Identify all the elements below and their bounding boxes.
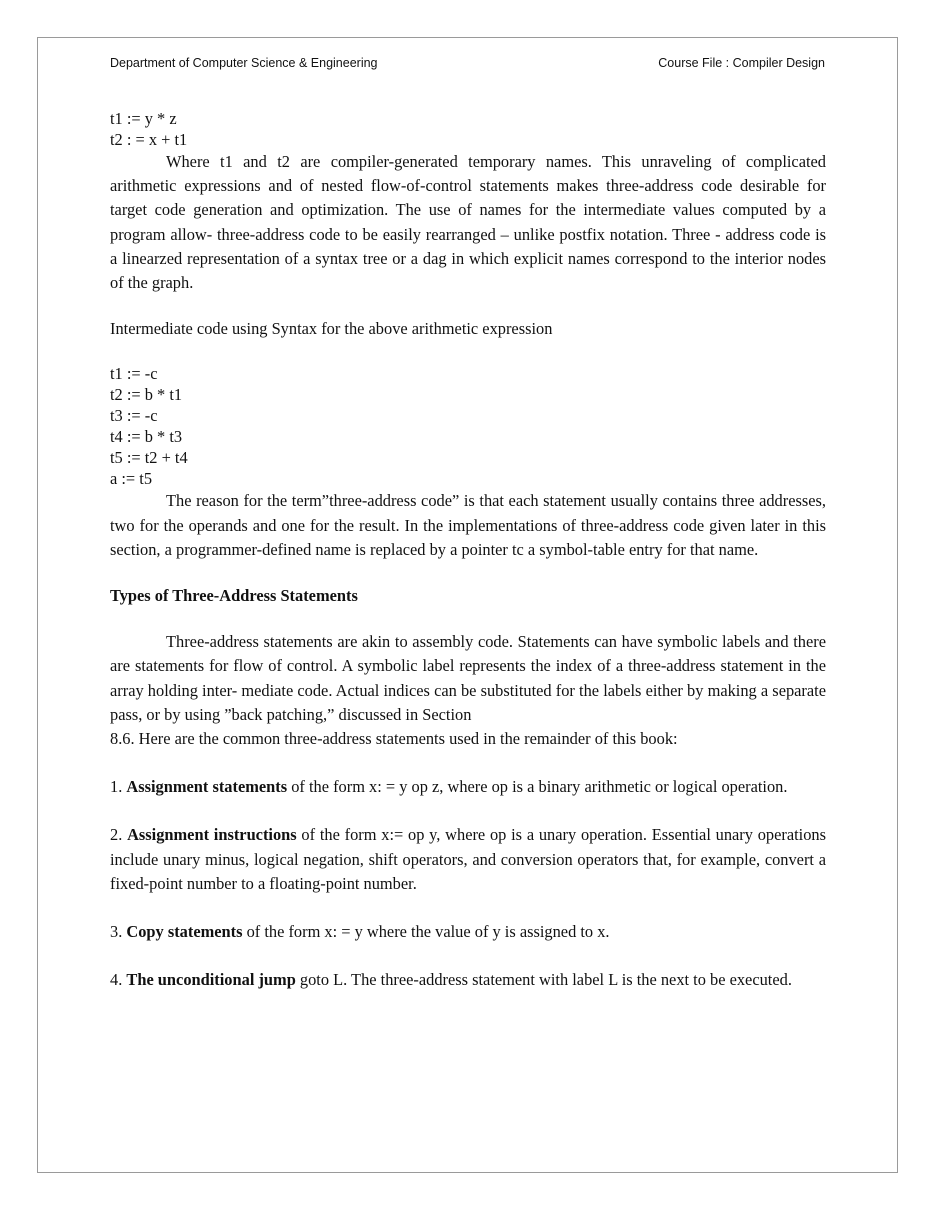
item-term: The unconditional jump — [126, 970, 296, 990]
header-department: Department of Computer Science & Engineering — [110, 56, 378, 70]
list-item: 4. The unconditional jump goto L. The three-address statement with label L is the next to be executed. — [110, 970, 792, 990]
paragraph-intro: Intermediate code using Syntax for the above arithmetic expression — [110, 319, 553, 339]
header-course: Course File : Compiler Design — [658, 56, 825, 70]
code-line: a := t5 — [110, 469, 153, 489]
code-line: t1 := y * z — [110, 109, 177, 128]
code-block-2 — [110, 363, 826, 489]
document-body — [110, 108, 826, 992]
paragraph-statements: Three-address statements are akin to assembly code. Statements can have symbolic labels and there are statements for flow of control. A symbolic label represents the index of a three-address statement in the array holding inter- mediate code. Actual indices can be substituted for the labels either by making a separate pass, or by using ”back patching,” discussed in Section — [110, 632, 826, 724]
section-heading: Types of Three-Address Statements — [110, 586, 358, 606]
page-header — [110, 56, 825, 70]
list-item: 2. Assignment instructions of the form x:= op y, where op is a unary operation. Essential unary operations include unary minus, logical negation, shift operators, and conversion operators that, for example, convert a fixed-point number to a floating-point number. — [110, 825, 827, 893]
item-term: Assignment statements — [126, 777, 288, 797]
code-block-1 — [110, 108, 826, 150]
item-term: Copy statements — [126, 922, 243, 942]
code-line: t2 : = x + t1 — [110, 130, 188, 149]
list-item: 1. Assignment statements of the form x: = y op z, where op is a binary arithmetic or logical operation. — [110, 777, 788, 797]
code-line: t1 := -c — [110, 364, 158, 384]
code-line: t3 := -c — [110, 406, 158, 426]
paragraph-temporaries: Where t1 and t2 are compiler-generated temporary names. This unraveling of complicated arithmetic expressions and of nested flow-of-control statements makes three-address code desirable for target code generation and optimization. The use of names for the intermediate values computed by a program allow- three-address code to be easily rearranged – unlike postfix notation. Three - address code is a linearzed representation of a syntax tree or a dag in which explicit names correspond to the interior nodes of the graph. — [110, 152, 826, 293]
paragraph-statements-end: 8.6. Here are the common three-address statements used in the remainder of this book: — [110, 729, 678, 749]
code-line: t2 := b * t1 — [110, 385, 183, 405]
paragraph-reason: The reason for the term”three-address code” is that each statement usually contains three addresses, two for the operands and one for the result. In the implementations of three-address code given later in this section, a programmer-defined name is replaced by a pointer tc a symbol-table entry for that name. — [110, 491, 826, 559]
code-line: t4 := b * t3 — [110, 427, 183, 447]
code-line: t5 := t2 + t4 — [110, 448, 188, 468]
item-term: Assignment instructions — [127, 825, 297, 845]
list-item: 3. Copy statements of the form x: = y where the value of y is assigned to x. — [110, 922, 610, 942]
